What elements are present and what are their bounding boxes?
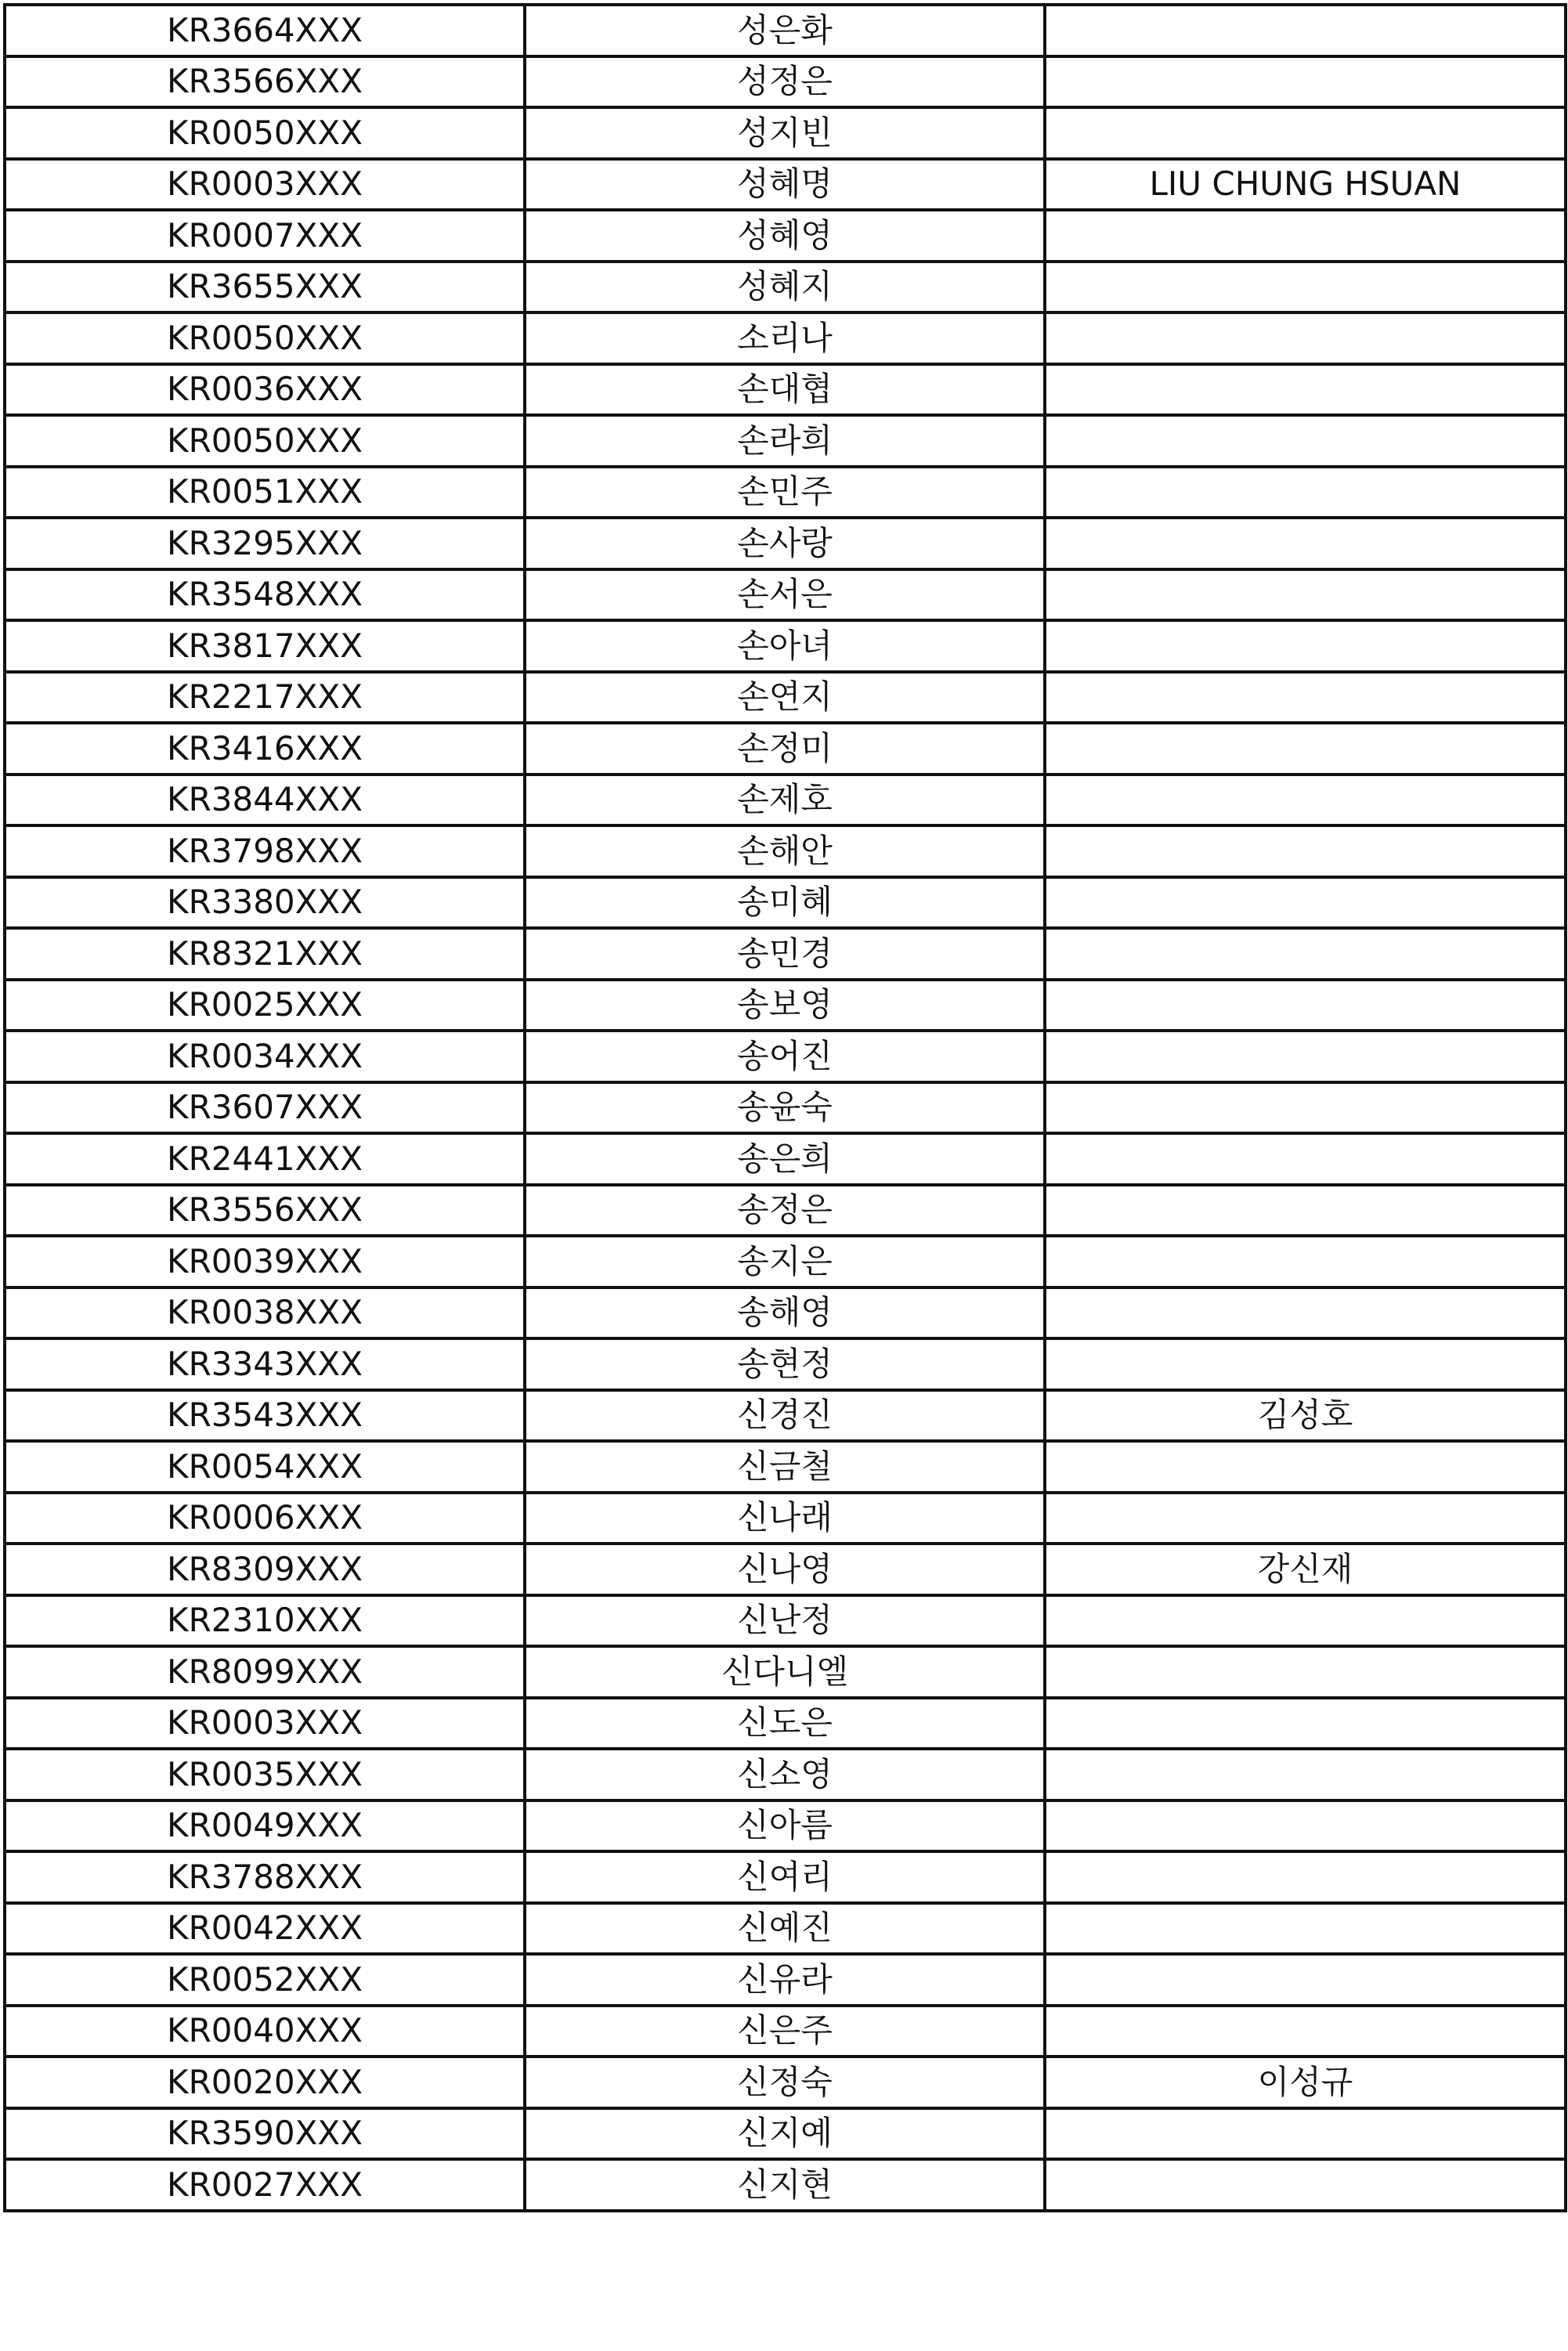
id-cell: KR8099XXX (5, 1646, 525, 1698)
note-cell (1045, 1749, 1566, 1800)
note-cell (1045, 980, 1566, 1031)
name-cell: 송은희 (525, 1133, 1045, 1185)
table-row (5, 569, 1566, 621)
table-row (5, 1646, 1566, 1698)
id-cell: KR3590XXX (5, 2108, 525, 2160)
name-cell: 신도은 (525, 1698, 1045, 1750)
note-cell (1045, 467, 1566, 518)
id-cell: KR3543XXX (5, 1390, 525, 1442)
table-row (5, 364, 1566, 416)
table-row (5, 1031, 1566, 1082)
name-cell: 신아름 (525, 1800, 1045, 1852)
table-row (5, 467, 1566, 518)
note-cell (1045, 364, 1566, 416)
note-cell (1045, 1338, 1566, 1390)
table-row (5, 1287, 1566, 1339)
id-cell: KR3380XXX (5, 877, 525, 929)
id-cell: KR3607XXX (5, 1082, 525, 1134)
note-cell (1045, 210, 1566, 262)
note-cell (1045, 825, 1566, 877)
name-cell: 소리나 (525, 312, 1045, 364)
note-cell (1045, 928, 1566, 980)
name-cell: 성혜명 (525, 159, 1045, 211)
id-cell: KR3798XXX (5, 825, 525, 877)
id-cell: KR0003XXX (5, 1698, 525, 1750)
table-row (5, 312, 1566, 364)
table-row (5, 1390, 1566, 1442)
name-cell: 손해안 (525, 825, 1045, 877)
table-row (5, 825, 1566, 877)
id-cell: KR0035XXX (5, 1749, 525, 1800)
table-row (5, 775, 1566, 826)
name-cell: 손라희 (525, 415, 1045, 467)
roster-table (3, 3, 1567, 2212)
table-row (5, 2159, 1566, 2211)
note-cell (1045, 1031, 1566, 1082)
name-cell: 신금철 (525, 1441, 1045, 1493)
note-cell (1045, 1646, 1566, 1698)
name-cell: 송민경 (525, 928, 1045, 980)
table-row (5, 877, 1566, 929)
id-cell: KR0052XXX (5, 1954, 525, 2006)
table-row (5, 518, 1566, 569)
name-cell: 손민주 (525, 467, 1045, 518)
id-cell: KR3556XXX (5, 1185, 525, 1237)
table-row (5, 1749, 1566, 1800)
id-cell: KR3655XXX (5, 262, 525, 313)
note-cell (1045, 569, 1566, 621)
id-cell: KR0049XXX (5, 1800, 525, 1852)
name-cell: 손연지 (525, 672, 1045, 724)
id-cell: KR0007XXX (5, 210, 525, 262)
id-cell: KR3295XXX (5, 518, 525, 569)
note-cell (1045, 1287, 1566, 1339)
id-cell: KR0050XXX (5, 107, 525, 159)
table-row (5, 2006, 1566, 2057)
id-cell: KR2441XXX (5, 1133, 525, 1185)
name-cell: 손정미 (525, 723, 1045, 775)
id-cell: KR0025XXX (5, 980, 525, 1031)
table-row (5, 620, 1566, 672)
note-cell (1045, 620, 1566, 672)
id-cell: KR0003XXX (5, 159, 525, 211)
table-row (5, 1800, 1566, 1852)
name-cell: 손아녀 (525, 620, 1045, 672)
table-row (5, 1698, 1566, 1750)
name-cell: 손서은 (525, 569, 1045, 621)
note-cell (1045, 877, 1566, 929)
name-cell: 손대협 (525, 364, 1045, 416)
note-cell: 김성호 (1045, 1390, 1566, 1442)
name-cell: 송보영 (525, 980, 1045, 1031)
note-cell (1045, 1082, 1566, 1134)
note-cell (1045, 1903, 1566, 1955)
note-cell (1045, 1800, 1566, 1852)
id-cell: KR3844XXX (5, 775, 525, 826)
name-cell: 신다니엘 (525, 1646, 1045, 1698)
note-cell (1045, 1185, 1566, 1237)
note-cell (1045, 1954, 1566, 2006)
name-cell: 신나래 (525, 1493, 1045, 1544)
name-cell: 신지예 (525, 2108, 1045, 2160)
note-cell (1045, 518, 1566, 569)
name-cell: 송해영 (525, 1287, 1045, 1339)
note-cell (1045, 2006, 1566, 2057)
id-cell: KR0050XXX (5, 415, 525, 467)
id-cell: KR0040XXX (5, 2006, 525, 2057)
name-cell: 송어진 (525, 1031, 1045, 1082)
table-row (5, 1236, 1566, 1287)
table-row (5, 1133, 1566, 1185)
id-cell: KR8321XXX (5, 928, 525, 980)
note-cell (1045, 1851, 1566, 1903)
name-cell: 송정은 (525, 1185, 1045, 1237)
table-row (5, 1493, 1566, 1544)
id-cell: KR3566XXX (5, 56, 525, 108)
name-cell: 신나영 (525, 1544, 1045, 1595)
table-row (5, 159, 1566, 211)
note-cell (1045, 672, 1566, 724)
id-cell: KR3664XXX (5, 5, 525, 56)
name-cell: 신예진 (525, 1903, 1045, 1955)
note-cell (1045, 2108, 1566, 2160)
table-row (5, 210, 1566, 262)
id-cell: KR8309XXX (5, 1544, 525, 1595)
id-cell: KR3788XXX (5, 1851, 525, 1903)
note-cell (1045, 262, 1566, 313)
id-cell: KR3548XXX (5, 569, 525, 621)
note-cell (1045, 2159, 1566, 2211)
name-cell: 신은주 (525, 2006, 1045, 2057)
id-cell: KR3416XXX (5, 723, 525, 775)
name-cell: 송현정 (525, 1338, 1045, 1390)
table-row (5, 928, 1566, 980)
note-cell (1045, 723, 1566, 775)
name-cell: 송윤숙 (525, 1082, 1045, 1134)
note-cell: 강신재 (1045, 1544, 1566, 1595)
table-row (5, 2057, 1566, 2108)
table-row (5, 56, 1566, 108)
name-cell: 신유라 (525, 1954, 1045, 2006)
name-cell: 신지현 (525, 2159, 1045, 2211)
id-cell: KR0051XXX (5, 467, 525, 518)
note-cell (1045, 5, 1566, 56)
id-cell: KR0050XXX (5, 312, 525, 364)
table-row (5, 107, 1566, 159)
id-cell: KR0038XXX (5, 1287, 525, 1339)
name-cell: 신소영 (525, 1749, 1045, 1800)
id-cell: KR0027XXX (5, 2159, 525, 2211)
note-cell: 이성규 (1045, 2057, 1566, 2108)
table-row (5, 1903, 1566, 1955)
id-cell: KR0054XXX (5, 1441, 525, 1493)
name-cell: 성혜지 (525, 262, 1045, 313)
document-page (3, 3, 1564, 2212)
note-cell (1045, 56, 1566, 108)
table-row (5, 1082, 1566, 1134)
name-cell: 신난정 (525, 1595, 1045, 1647)
table-row (5, 2108, 1566, 2160)
note-cell (1045, 775, 1566, 826)
table-row (5, 1954, 1566, 2006)
table-row (5, 1544, 1566, 1595)
table-row (5, 980, 1566, 1031)
id-cell: KR2310XXX (5, 1595, 525, 1647)
name-cell: 송미혜 (525, 877, 1045, 929)
note-cell: LIU CHUNG HSUAN (1045, 159, 1566, 211)
name-cell: 손사랑 (525, 518, 1045, 569)
note-cell (1045, 1698, 1566, 1750)
table-row (5, 262, 1566, 313)
table-row (5, 1185, 1566, 1237)
table-row (5, 1338, 1566, 1390)
table-row (5, 5, 1566, 56)
note-cell (1045, 1236, 1566, 1287)
id-cell: KR3817XXX (5, 620, 525, 672)
name-cell: 신경진 (525, 1390, 1045, 1442)
note-cell (1045, 107, 1566, 159)
name-cell: 성지빈 (525, 107, 1045, 159)
note-cell (1045, 312, 1566, 364)
note-cell (1045, 1493, 1566, 1544)
id-cell: KR0039XXX (5, 1236, 525, 1287)
roster-table-body (5, 5, 1566, 2211)
name-cell: 손제호 (525, 775, 1045, 826)
id-cell: KR0006XXX (5, 1493, 525, 1544)
table-row (5, 1441, 1566, 1493)
note-cell (1045, 415, 1566, 467)
table-row (5, 1595, 1566, 1647)
note-cell (1045, 1441, 1566, 1493)
id-cell: KR2217XXX (5, 672, 525, 724)
id-cell: KR0036XXX (5, 364, 525, 416)
name-cell: 성은화 (525, 5, 1045, 56)
note-cell (1045, 1133, 1566, 1185)
id-cell: KR0034XXX (5, 1031, 525, 1082)
name-cell: 송지은 (525, 1236, 1045, 1287)
table-row (5, 415, 1566, 467)
id-cell: KR0042XXX (5, 1903, 525, 1955)
name-cell: 성혜영 (525, 210, 1045, 262)
table-row (5, 672, 1566, 724)
table-row (5, 723, 1566, 775)
table-row (5, 1851, 1566, 1903)
name-cell: 신여리 (525, 1851, 1045, 1903)
name-cell: 성정은 (525, 56, 1045, 108)
id-cell: KR0020XXX (5, 2057, 525, 2108)
id-cell: KR3343XXX (5, 1338, 525, 1390)
name-cell: 신정숙 (525, 2057, 1045, 2108)
note-cell (1045, 1595, 1566, 1647)
